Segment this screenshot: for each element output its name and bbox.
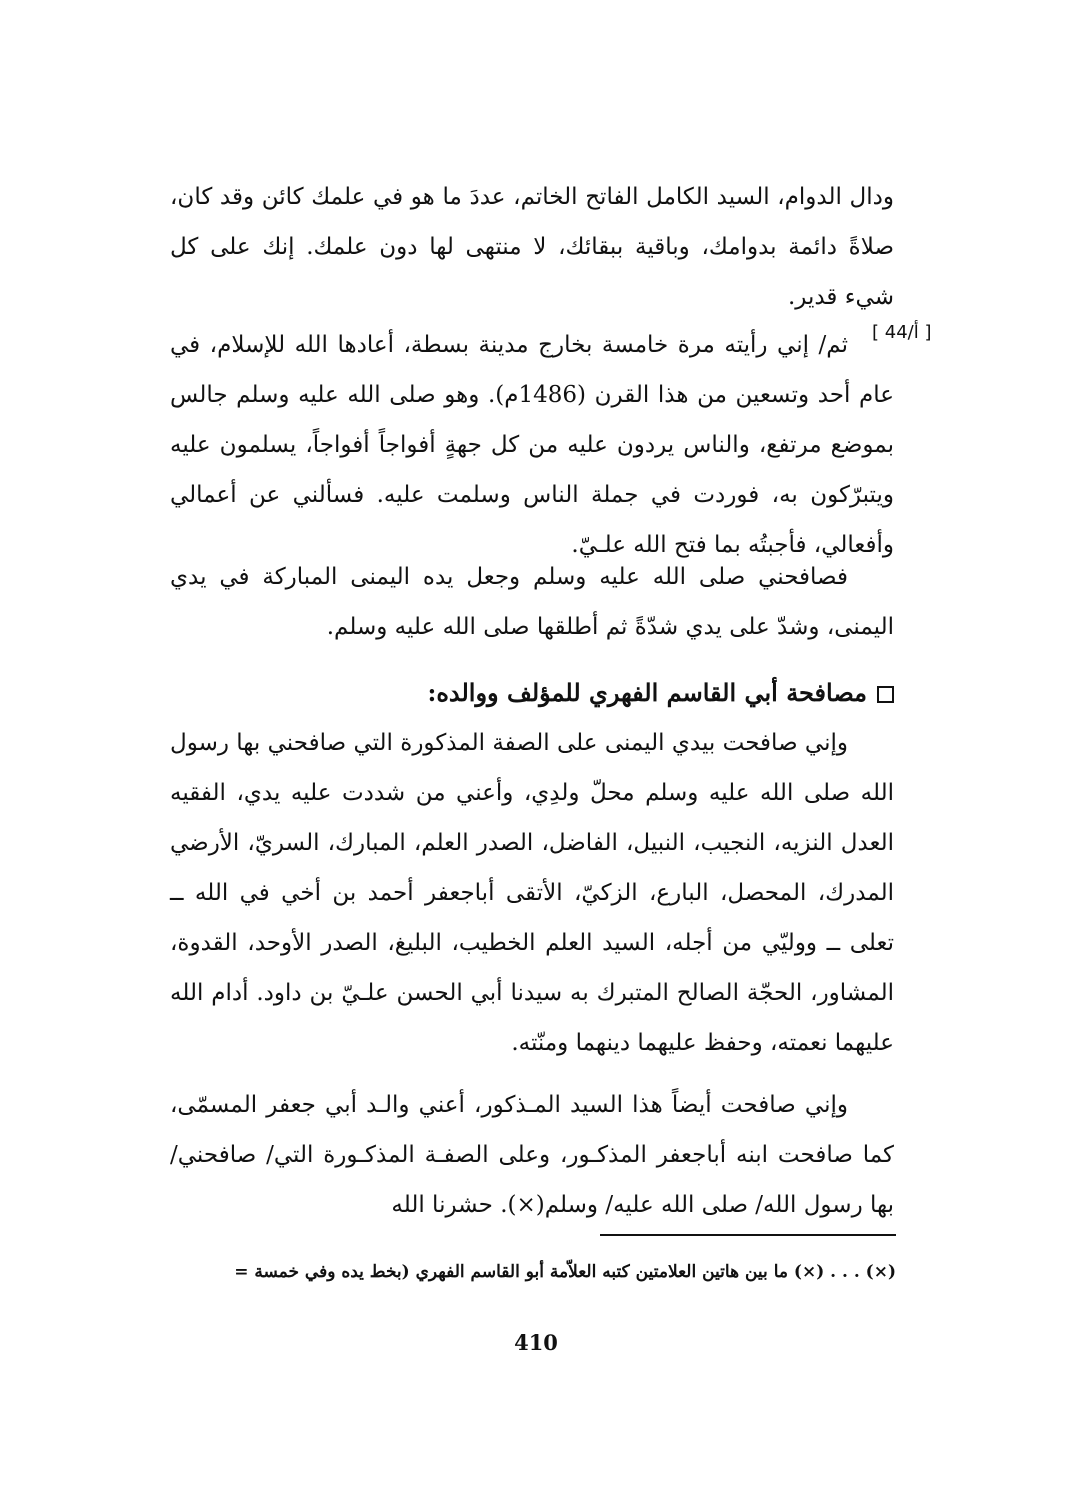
paragraph-4: وإني صافحت بيدي اليمنى على الصفة المذكورة التي صافحني بها رسول الله صلى الله عليه وسلم محلّ ولدِي، وأعني من شددت عليه يدي، الفقيه العدل النزيه، النجيب، النبيل، الفاضل، الصدر العلم، المبارك، السريّ، الأرضي المدرك، المحصل، البارع، الزكيّ، الأتقى أباجعفر أحمد بن أخي في الله ــ تعلى ــ ووليّي من أجله، السيد العلم الخطيب، البليغ، الصدر الأوحد، القدوة، المشاور، الحجّة الصالح المتبرك به سيدنا أبي الحسن علـيّ بن داود. أدام الله عليهما نعمته، وحفظ عليهما دينهما ومنّته. <box>170 730 894 1056</box>
marginal-folio-note: [ 44/أ ] <box>872 322 932 343</box>
paragraph-opening <box>170 172 894 322</box>
square-bullet-icon <box>877 686 894 703</box>
section-heading <box>380 668 894 718</box>
paragraph-3: فصافحني صلى الله عليه وسلم وجعل يده اليمنى المباركة في يدي اليمنى، وشدّ على يدي شدّةً ثم أطلقها صلى الله عليه وسلم. <box>170 564 894 640</box>
page-number: 410 <box>514 1330 558 1355</box>
paragraph-father-handshake <box>170 1080 894 1230</box>
paragraph-vision <box>170 320 894 570</box>
footnote-separator <box>600 1234 896 1236</box>
paragraph-1: ودال الدوام، السيد الكامل الفاتح الخاتم، عددَ ما هو في علمك كائن وقد كان، صلاةً دائمة بدوامك، وباقية ببقائك، لا منتهى لها دون علمك. إنك على كل شيء قدير. <box>170 184 894 310</box>
paragraph-author-handshake <box>170 718 894 1068</box>
paragraph-5: وإني صافحت أيضاً هذا السيد المـذكور، أعني والـد أبي جعفر المسمّى، كما صافحت ابنه أباجعفر المذكـور، وعلى الصفـة المذكـورة التي/ صافحني/ بها رسول الله/ صلى الله عليه/ وسلم(×). حشرنا الله <box>170 1092 894 1218</box>
paragraph-handshake <box>170 552 894 652</box>
paragraph-2: ثم/ إني رأيته مرة خامسة بخارج مدينة بسطة، أعادها الله للإسلام، في عام أحد وتسعين من هذا القرن (1486م). وهو صلى الله عليه وسلم جالس بموضع مرتفع، والناس يردون عليه من كل جهةٍ أفواجاً أفواجاً، يسلمون عليه ويتبرّكون به، فوردت في جملة الناس وسلمت عليه. فسألني عن أعمالي وأفعالي، فأجبتُه بما فتح الله علـيّ. <box>170 332 894 558</box>
footnote: (×) . . . (×) ما بين هاتين العلامتين كتبه العلاّمة أبو القاسم الفهري (بخط يده وفي خمسة = <box>234 1262 896 1282</box>
section-heading-text: مصافحة أبي القاسم الفهري للمؤلف ووالده: <box>427 678 867 707</box>
